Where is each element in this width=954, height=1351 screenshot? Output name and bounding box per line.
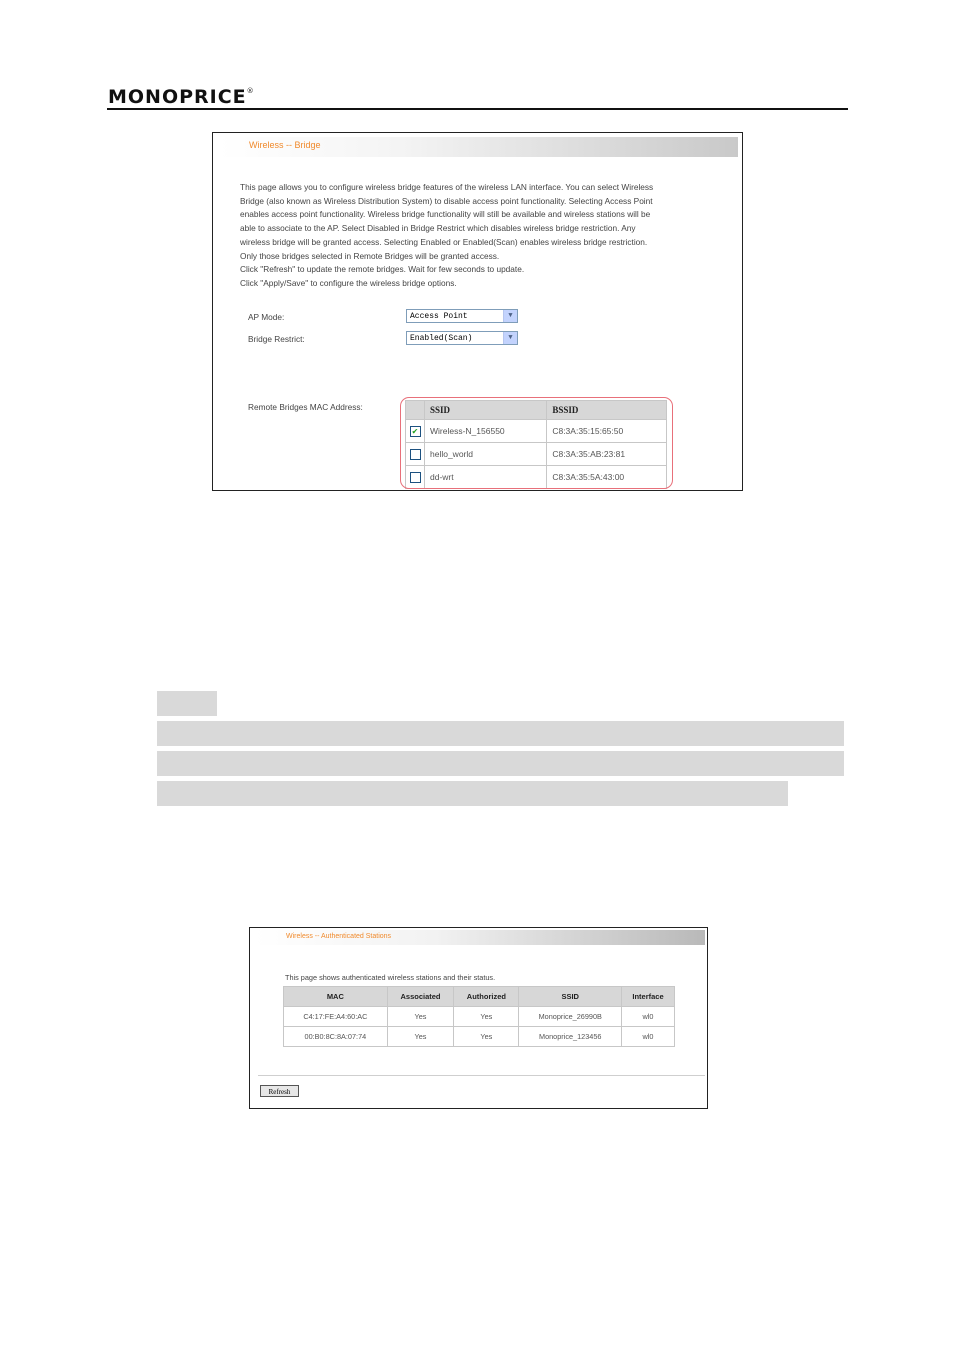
stations-page-title: Wireless -- Authenticated Stations: [286, 933, 392, 940]
divider: [258, 1075, 705, 1076]
remote-bridges-table: [405, 400, 667, 489]
brand-name: MONOPRICE: [108, 86, 247, 108]
bridge-screenshot: [212, 132, 743, 491]
associated-column-header: Associated: [387, 987, 454, 1007]
bridge-description: [240, 181, 710, 291]
ap-mode-value: Access Point: [410, 312, 468, 321]
ssid-cell: dd-wrt: [425, 466, 547, 489]
authorized-cell: Yes: [454, 1007, 519, 1027]
refresh-button[interactable]: Refresh: [260, 1085, 299, 1097]
stations-table: [283, 986, 675, 1047]
description-line: Bridge (also known as Wireless Distribution System) to disable access point functionality. Selecting Access Point: [240, 195, 653, 206]
table-row: [406, 420, 667, 443]
bridge-checkbox[interactable]: ✔: [410, 426, 421, 437]
checkbox-column-header: [406, 401, 425, 420]
description-line: Only those bridges selected in Remote Bridges will be granted access.: [240, 250, 500, 261]
table-header-row: [406, 401, 667, 420]
bridge-checkbox[interactable]: [410, 472, 421, 483]
description-line: This page allows you to configure wireless bridge features of the wireless LAN interface. You can select Wireless: [240, 182, 654, 192]
description-line: Click "Apply/Save" to configure the wireless bridge options.: [240, 277, 457, 288]
mac-column-header: MAC: [284, 987, 388, 1007]
bssid-cell: C8:3A:35:15:65:50: [547, 420, 667, 443]
stations-description: This page shows authenticated wireless stations and their status.: [285, 973, 496, 982]
authorized-column-header: Authorized: [454, 987, 519, 1007]
bridge-restrict-value: Enabled(Scan): [410, 334, 473, 343]
bridge-restrict-label: Bridge Restrict:: [248, 334, 305, 344]
table-row: [406, 466, 667, 489]
brand-logo: [108, 86, 255, 108]
chevron-down-icon[interactable]: ▼: [503, 332, 517, 344]
stations-title-bar: [255, 930, 705, 945]
ssid-cell: hello_world: [425, 443, 547, 466]
ssid-cell: Wireless-N_156550: [425, 420, 547, 443]
authorized-cell: Yes: [454, 1027, 519, 1047]
ssid-column-header: SSID: [425, 401, 547, 420]
bridge-page-title: Wireless -- Bridge: [249, 140, 321, 150]
description-line: wireless bridge will be granted access. Selecting Enabled or Enabled(Scan) enables wireless bridge restriction.: [240, 236, 648, 247]
interface-column-header: Interface: [621, 987, 674, 1007]
bridge-restrict-select[interactable]: [406, 331, 518, 345]
interface-cell: wl0: [621, 1007, 674, 1027]
note-highlight-bar: [157, 751, 844, 776]
bssid-cell: C8:3A:35:5A:43:00: [547, 466, 667, 489]
bridge-checkbox[interactable]: [410, 449, 421, 460]
table-row: [284, 1007, 675, 1027]
description-line: enables access point functionality. Wireless bridge functionality will still be available and wireless stations will be: [240, 209, 651, 220]
description-line: able to associate to the AP. Select Disabled in Bridge Restrict which disables wireless bridge restriction. Any: [240, 223, 636, 234]
note-highlight-bar: [157, 781, 788, 806]
ssid-cell: Monoprice_123456: [519, 1027, 622, 1047]
ssid-cell: Monoprice_26990B: [519, 1007, 622, 1027]
mac-cell: C4:17:FE:A4:60:AC: [284, 1007, 388, 1027]
bssid-cell: C8:3A:35:AB:23:81: [547, 443, 667, 466]
header-rule: [107, 108, 848, 110]
note-highlight-bar: [157, 691, 217, 716]
interface-cell: wl0: [621, 1027, 674, 1047]
ap-mode-label: AP Mode:: [248, 312, 285, 322]
bssid-column-header: BSSID: [547, 401, 667, 420]
associated-cell: Yes: [387, 1007, 454, 1027]
bridge-title-bar: [219, 137, 738, 157]
ap-mode-select[interactable]: [406, 309, 518, 323]
table-row: [406, 443, 667, 466]
description-line: Click "Refresh" to update the remote bridges. Wait for few seconds to update.: [240, 264, 525, 275]
remote-bridges-label: Remote Bridges MAC Address:: [248, 402, 363, 412]
registered-mark: ®: [246, 86, 255, 95]
stations-screenshot: [249, 927, 708, 1109]
chevron-down-icon[interactable]: ▼: [503, 310, 517, 322]
ssid-column-header: SSID: [519, 987, 622, 1007]
note-highlight-bar: [157, 721, 844, 746]
table-header-row: [284, 987, 675, 1007]
mac-cell: 00:B0:8C:8A:07:74: [284, 1027, 388, 1047]
associated-cell: Yes: [387, 1027, 454, 1047]
table-row: [284, 1027, 675, 1047]
